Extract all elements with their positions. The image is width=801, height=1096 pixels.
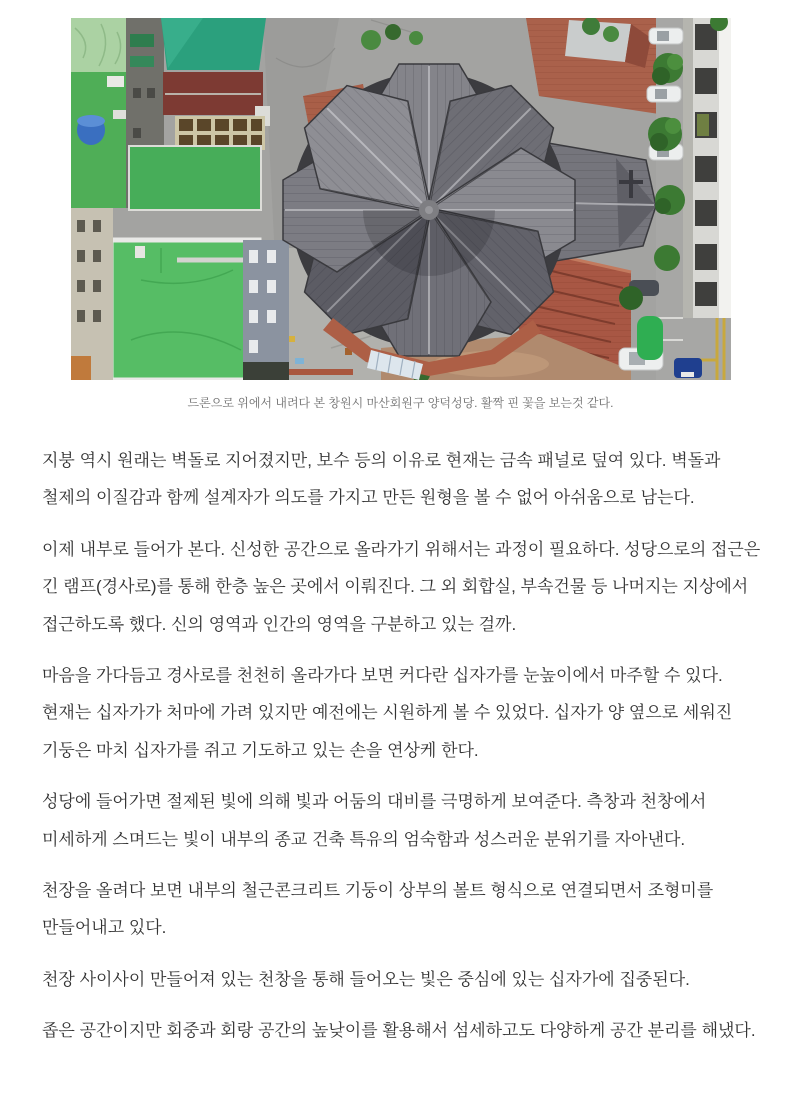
article-paragraph-6: 천장 사이사이 만들어져 있는 천창을 통해 들어오는 빛은 중심에 있는 십자가에 집중된다.	[42, 969, 690, 989]
article-figure	[0, 0, 801, 411]
left-buildings-green-rooftops	[71, 18, 289, 380]
article-paragraph-1: 지붕 역시 원래는 벽돌로 지어졌지만, 보수 등의 이유로 현재는 금속 패널로 덮여 있다. 벽돌과 철제의 이질감과 함께 설계자가 의도를 가지고 만든 원형을 볼 수 없어 아쉬움으로 남는다.	[42, 451, 721, 508]
article-paragraph-2: 이제 내부로 들어가 본다. 신성한 공간으로 올라가기 위해서는 과정이 필요하다. 성당으로의 접근은 긴 램프(경사로)를 통해 한층 높은 곳에서 이뤄진다. 그 외 회합실, 부속건물 등 나머지는 지상에서 접근하도록 했다. 신의 영역과 인간의 영역을 구분하고 있는 걸까.	[42, 539, 761, 634]
article-paragraph-4: 성당에 들어가면 절제된 빛에 의해 빛과 어둠의 대비를 극명하게 보여준다. 측창과 천창에서 미세하게 스며드는 빛이 내부의 종교 건축 특유의 엄숙함과 성스러운 분위기를 자아낸다.	[42, 792, 707, 849]
aerial-photo	[71, 18, 731, 380]
article-paragraph-7: 좁은 공간이지만 회중과 회랑 공간의 높낮이를 활용해서 섬세하고도 다양하게 공간 분리를 해냈다.	[42, 1021, 756, 1041]
article-paragraph-5: 천장을 올려다 보면 내부의 철근콘크리트 기둥이 상부의 볼트 형식으로 연결되면서 조형미를 만들어내고 있다.	[42, 880, 714, 938]
article-body	[42, 442, 764, 1049]
photo-caption: 드론으로 위에서 내려다 본 창원시 마산회원구 양덕성당. 활짝 핀 꽃을 보는것 같다.	[187, 396, 614, 410]
church-flower-roof	[281, 63, 575, 357]
article-paragraph-3: 마음을 가다듬고 경사로를 천천히 올라가다 보면 커다란 십자가를 눈높이에서 마주할 수 있다. 현재는 십자가가 처마에 가려 있지만 예전에는 시원하게 볼 수 있었다. 십자가 양 옆으로 세워진 기둥은 마치 십자가를 쥐고 기도하고 있는 손을 연상케 한다.	[42, 665, 733, 760]
